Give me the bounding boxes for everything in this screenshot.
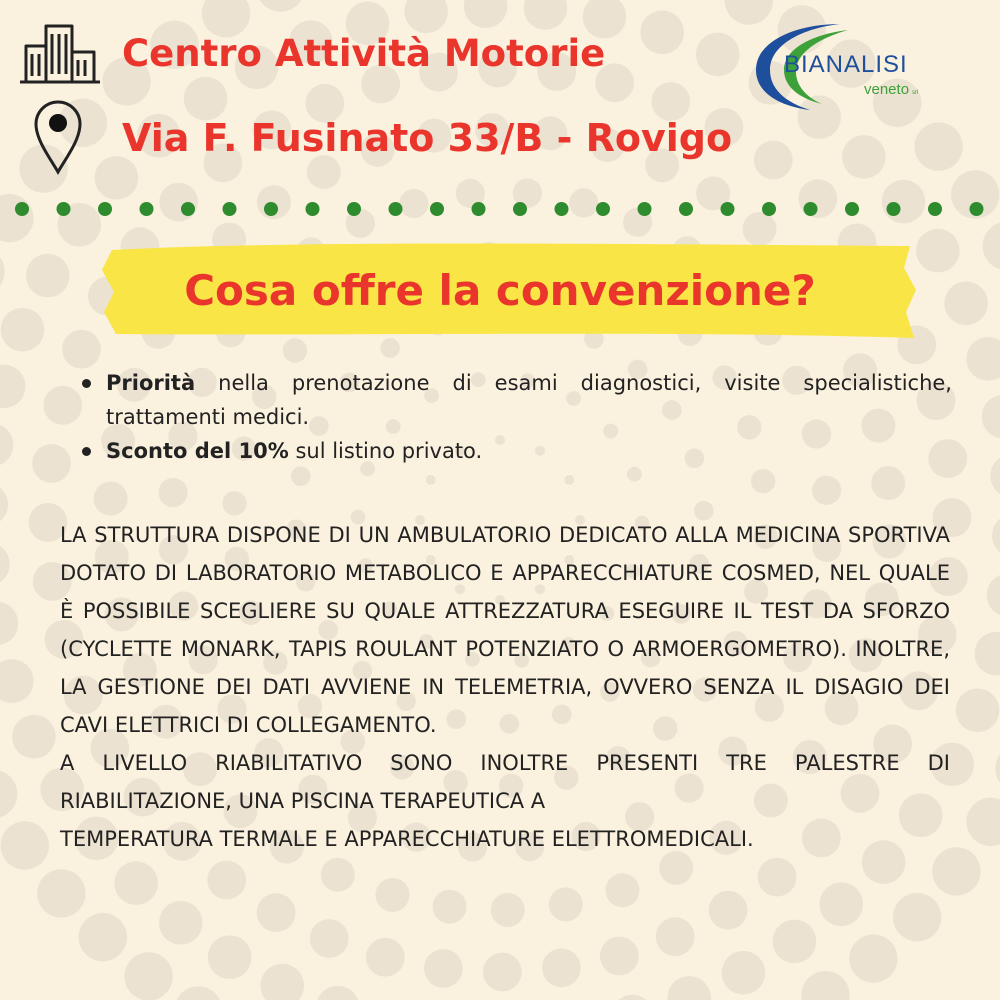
divider-dot: [513, 202, 527, 216]
divider-dot: [472, 202, 486, 216]
divider-dot: [555, 202, 569, 216]
divider-dot: [223, 202, 237, 216]
facility-description: [60, 516, 950, 858]
divider-dot: [181, 202, 195, 216]
logo-name: BIANALISI: [784, 51, 908, 78]
divider-dot: [596, 202, 610, 216]
divider-dot: [430, 202, 444, 216]
divider-dot: [306, 202, 320, 216]
logo-suffix: srl: [912, 90, 919, 96]
divider-dot: [887, 202, 901, 216]
divider-dot: [845, 202, 859, 216]
divider-dot: [15, 202, 29, 216]
benefit-text: nella prenotazione di esami diagnostici, visite specialistiche, trattamenti medici.: [106, 371, 952, 429]
benefits-list: [78, 366, 952, 468]
divider-dot: [721, 202, 735, 216]
benefit-item: [78, 434, 952, 468]
map-pin-icon: [30, 96, 86, 176]
logo-region: veneto: [864, 81, 910, 98]
bullet-icon: [82, 379, 91, 388]
divider-dot: [98, 202, 112, 216]
divider-dot: [264, 202, 278, 216]
description-paragraph: LA STRUTTURA DISPONE DI UN AMBULATORIO DEDICATO ALLA MEDICINA SPORTIVA DOTATO DI LABORATORIO METABOLICO E APPARECCHIATURE COSMED, NEL QUALE È POSSIBILE SCEGLIERE SU QUALE ATTREZZATURA ESEGUIRE IL TEST DA SFORZO (CYCLETTE MONARK, TAPIS ROULANT POTENZIATO O ARMOERGOMETRO). INOLTRE, LA GESTIONE DEI DATI AVVIENE IN TELEMETRIA, OVVERO SENZA IL DISAGIO DEI CAVI ELETTRICI DI COLLEGAMENTO.: [60, 523, 950, 737]
divider-dot: [638, 202, 652, 216]
divider-dot: [762, 202, 776, 216]
center-title: Centro Attività Motorie: [122, 32, 606, 75]
benefit-item: [78, 366, 952, 434]
divider-dot: [679, 202, 693, 216]
divider-dot: [970, 202, 984, 216]
description-paragraph: A LIVELLO RIABILITATIVO SONO INOLTRE PRESENTI TRE PALESTRE DI RIABILITAZIONE, UNA PISCINA TERAPEUTICA A: [60, 751, 950, 813]
divider-dot: [928, 202, 942, 216]
divider-dot: [57, 202, 71, 216]
section-title: Cosa offre la convenzione?: [184, 266, 816, 315]
dotted-divider: [0, 196, 1000, 222]
benefit-keyword: Sconto del 10%: [106, 439, 289, 463]
building-icon: [18, 22, 102, 84]
divider-dot: [804, 202, 818, 216]
center-address: Via F. Fusinato 33/B - Rovigo: [122, 116, 733, 160]
benefit-text: sul listino privato.: [288, 439, 483, 463]
divider-dot: [347, 202, 361, 216]
description-paragraph: TEMPERATURA TERMALE E APPARECCHIATURE ELETTROMEDICALI.: [60, 827, 754, 851]
divider-dot: [389, 202, 403, 216]
benefit-keyword: Priorità: [106, 371, 196, 395]
bullet-icon: [82, 447, 91, 456]
bianalisi-logo: [748, 18, 958, 114]
divider-dot: [140, 202, 154, 216]
